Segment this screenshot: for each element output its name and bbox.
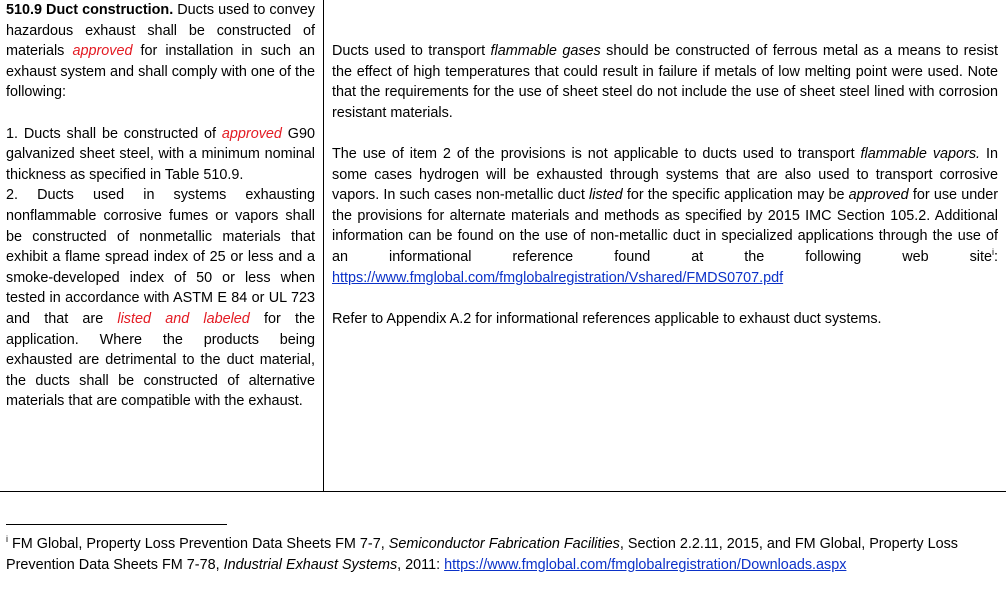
footnote-marker: i bbox=[6, 534, 8, 545]
defined-term-listed-labeled: listed and labeled bbox=[117, 310, 250, 327]
code-item-2: 2. Ducts used in systems exhausting nonflammable corrosive fumes or vapors shall be constructed of nonmetallic materials that exhibit a flame spread index of 25 or less and a smoke-developed index of 50 or less when tested in accordance with ASTM E 84 or UL 723 and that are listed and labeled for the application. Where the products being exhausted are detrimental to the duct material, the ducts shall be constructed of alternative materials that are compatible with the exhaust. bbox=[6, 187, 316, 410]
code-item-1: 1. Ducts shall be constructed of approved G90 galvanized sheet steel, with a minimum nominal thickness as specified in Table 510.9. bbox=[6, 125, 315, 183]
section-heading: 510.9 Duct construction. bbox=[6, 2, 174, 18]
downloads-link[interactable]: https://www.fmglobal.com/fmglobalregistration/Downloads.aspx bbox=[444, 556, 847, 573]
commentary-paragraph-3: Refer to Appendix A.2 for informational references applicable to exhaust duct systems. bbox=[332, 310, 882, 327]
defined-term-approved: approved bbox=[72, 43, 133, 60]
footnote: $^i$ FM Global, Property Loss Prevention Data Sheets FM 7-7, Semiconductor Fabrication Facilities, Section 2.2.11, 2015, and FM Global, Property Loss Prevention Data Sheets FM 7-78, Industrial Exhaust Systems, 2011: https://www.fmglobal.com/fmglobalregistration/Downloads.aspx bbox=[6, 534, 958, 573]
fmds0707-link[interactable]: https://www.fmglobal.com/fmglobalregistration/Vshared/FMDS0707.pdf bbox=[332, 269, 784, 286]
code-text-column bbox=[6, 0, 315, 412]
commentary-paragraph-2: The use of item 2 of the provisions is not applicable to ducts used to transport flammable vapors. In some cases hydrogen will be exhausted through systems that are also used to transport corrosive vapors. In such cases non-metallic duct listed for the specific application may be approved for use under the provisions for alternate materials and methods as specified by 2015 IMC Section 105.2. Additional information can be found on the use of non-metallic duct in specialized applications through the use of an informational reference found at the following web site$^i$: https://www.fmglobal.com/fmglobalregistration/Vshared/FMDS0707.pdf bbox=[332, 145, 999, 286]
column-divider bbox=[323, 0, 324, 491]
footnote-ref[interactable]: i bbox=[992, 247, 994, 258]
code-intro-paragraph: 510.9 Duct construction. Ducts used to convey hazardous exhaust shall be constructed of materials approved for installation in such an exhaust system and shall comply with one of the following: bbox=[6, 2, 316, 101]
commentary-paragraph-1: Ducts used to transport flammable gases should be constructed of ferrous metal as a means to resist the effect of high temperatures that could result in failure if metals of low melting point were used. Note that the requirements for the use of sheet steel do not include the use of sheet steel lined with corrosion resistant materials. bbox=[332, 43, 999, 121]
commentary-column bbox=[332, 41, 998, 329]
footnote-separator bbox=[6, 524, 227, 525]
defined-term-approved: approved bbox=[221, 125, 282, 142]
